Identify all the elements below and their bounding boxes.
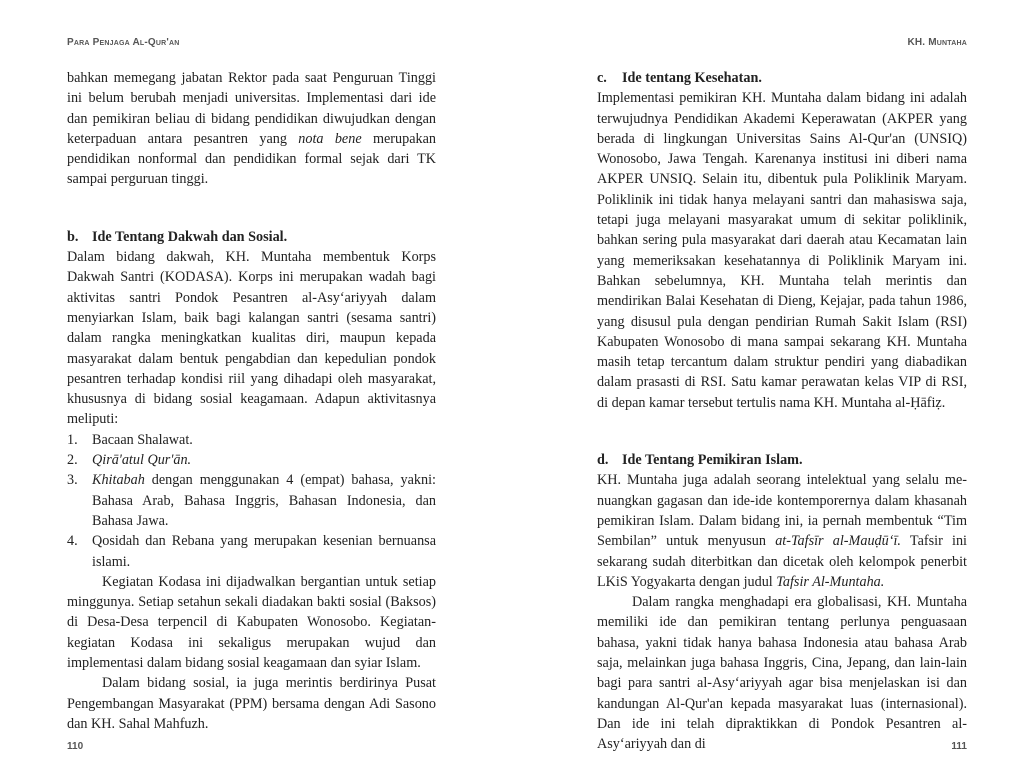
section-b-paragraph: Dalam bidang dakwah, KH. Muntaha membentuk Korps Dakwah Santri (KODASA). Korps ini merupakan wadah bagi aktivitas santri Pondok Pesantren al-Asy‘ariyyah dalam menyiarkan Islam, baik bagi kalangan santri (sesama santri) dalam rangka meningkatkan kualitas diri, maupun kepada masyarakat dalam bentuk pengabdian dan kepedulian pondok pesantren terhadap kondisi riil yang dihadapi oleh masyarakat, khususnya di bidang sosial keagamaan. Adapun aktivitasnya meliputi: [67,249,436,428]
section-b-paragraph-3: Dalam bidang sosial, ia juga merintis berdirinya Pusat Pengembangan Masyarakat (PPM) bersama dengan Adi Sasono dan KH. Sahal Mahfuzh. [67,675,436,732]
section-d-paragraph: KH. Muntaha juga adalah seorang intelektual yang selalu me-nuangkan gagasan dan ide-ide kontemporernya dalam khasanah pemikiran Islam. Dalam bidang ini, ia pernah membentuk “Tim Sembilan” untuk menyusun at-Tafsīr al-Mauḍū‘ī. Tafsir ini sekarang sudah diterbitkan dan dicetak oleh kelompok penerbit LKiS Yogyakarta dengan judul Tafsir Al-Muntaha. [597,472,967,590]
section-b-paragraph-2: Kegiatan Kodasa ini dijadwalkan bergantian untuk setiap minggunya. Setiap setahun sekali diadakan bakti sosial (Baksos) di Desa-Desa terpencil di Kabupaten Wonosobo. Kegiatan-kegiatan Kodasa ini sekaligus merupakan wujud dan implementasi dalam bidang sosial keagamaan dan syiar Islam. [67,573,436,672]
list-item: 3. Khitabah dengan menggunakan 4 (empat) bahasa, yakni: Bahasa Arab, Bahasa Inggris, Bahasan Indonesia, dan Bahasa Jawa. [67,472,436,529]
intro-paragraph: bahkan memegang jabatan Rektor pada saat Penguruan Tinggi ini belum berubah menjadi universitas. Implementasi dari ide dan pemikiran beliau di bidang pendidikan diwujudkan dengan keterpaduan antara pesantren yang nota bene merupakan pendidikan nonformal dan pendidikan formal sejak dari TK sampai perguruan tinggi. [67,70,436,188]
list-item: 2. Qirā'atul Qur'ān. [67,452,192,469]
running-head-chapter-title: KH. Muntaha [907,37,967,48]
activities-list [67,430,436,572]
list-item: 1. Bacaan Shalawat. [67,431,193,448]
right-page-body [597,68,967,755]
page-number: 110 [67,741,84,752]
list-item: 4. Qosidah dan Rebana yang merupakan kesenian bernuansa islami. [67,533,436,570]
right-page [512,0,1024,780]
section-c-heading: c. Ide tentang Kesehatan. [597,70,762,86]
section-d-heading: d. Ide Tentang Pemikiran Islam. [597,452,803,469]
section-c-paragraph: Implementasi pemikiran KH. Muntaha dalam bidang ini adalah terwujudnya Pendidikan Akademi Keperawatan (AKPER yang berada di lingkungan Universitas Sains Al-Qur'an (UNSIQ) Wonosobo, Jawa Tengah. Karenanya institusi ini diberi nama AKPER UNSIQ. Selain itu, dibentuk pula Poliklinik Maryam. Poliklinik ini tidak hanya melayani santri dan mahasiswa saja, tetapi juga melayani masyarakat umum di sekitar poliklinik, bahkan sering pula masyarakat dari daerah atau Kecamatan lain yang memeriksakan kesehatannya di Poliklinik Maryam ini. Bahkan sebelumnya, KH. Muntaha telah merintis dan mendirikan Balai Kesehatan di Dieng, Kejajar, pada tahun 1986, yang disusul pula dengan pendirian Rumah Sakit Islam (RSI) Kabupaten Wonosobo di mana sampai sekarang KH. Muntaha masih tetap tercantum dalam struktur pendiri yang diabadikan dalam prasasti di RSI. Satu kamar perawatan kelas VIP di RSI, di depan kamar tersebut tertulis nama KH. Muntaha al-Ḥāfiẓ. [597,90,967,411]
section-d-paragraph-2: Dalam rangka menghadapi era globalisasi, KH. Muntaha memiliki ide dan pemikiran tentang perlunya penguasaan bahasa, yakni tidak hanya bahasa Indonesia atau bahasa Arab saja, melainkan juga bahasa Inggris, Cina, Jepang, dan lain-lain bagi para santri al-Asy‘ariyyah agar bisa menjelaskan isi dan kandungan Al-Qur'an kepada masyarakat luas (internasional). Dan ide ini telah dipraktikkan di Pondok Pesantren al-Asy‘ariyyah dan di [597,594,967,753]
left-page-body [67,68,436,734]
page-number: 111 [951,741,967,752]
section-b-heading: b. Ide Tentang Dakwah dan Sosial. [67,228,288,245]
running-head-book-title: Para Penjaga Al-Qur'an [67,37,180,48]
